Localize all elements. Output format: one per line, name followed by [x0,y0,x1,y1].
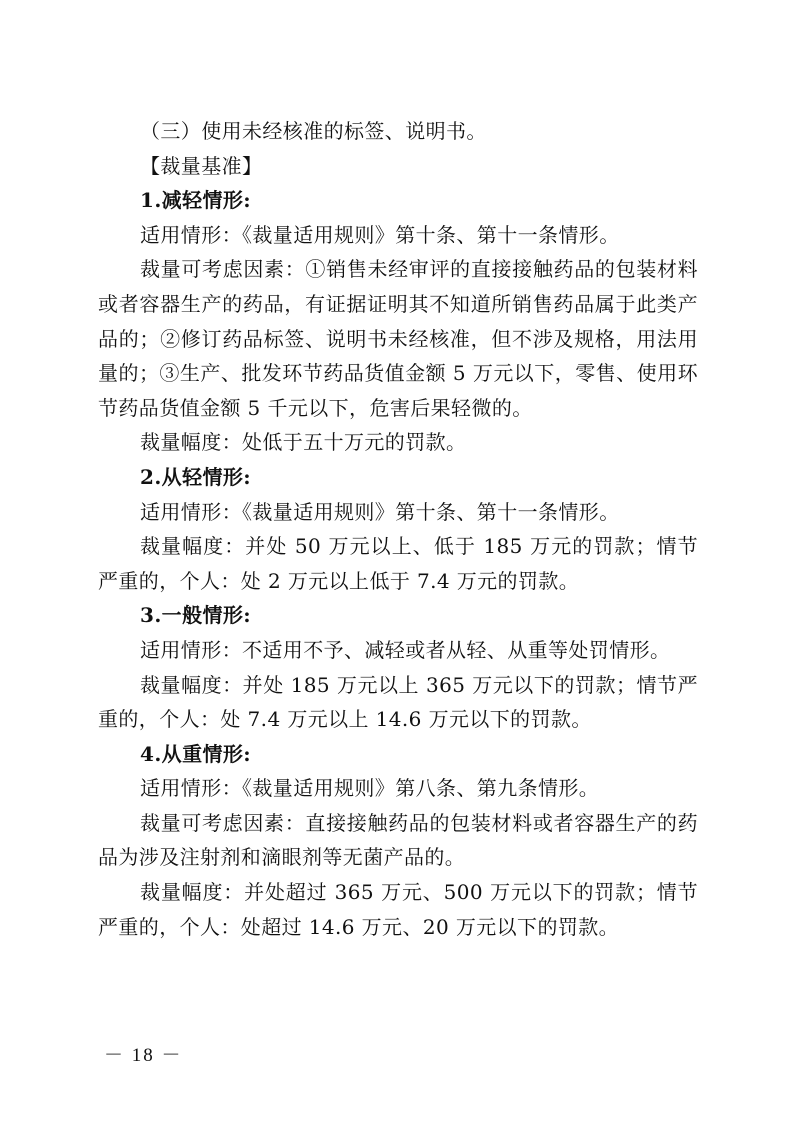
paragraph-penalty-range: 裁量幅度：处低于五十万元的罚款。 [140,430,467,455]
paragraph-applicable-circumstances: 适用情形：《裁量适用规则》第八条、第九条情形。 [140,776,600,801]
paragraph-applicable-circumstances: 适用情形：《裁量适用规则》第十条、第十一条情形。 [140,222,620,247]
heading-mitigated-circumstances: 1.减轻情形: [140,188,252,213]
item-three-text: （三）使用未经核准的标签、说明书。 [140,119,487,143]
paragraph-penalty-range: 裁量幅度：并处 185 万元以上 365 万元以下的罚款；情节严重的，个人：处 7.4 万元以上 14.6 万元以下的罚款。 [98,672,698,732]
heading-heavier-circumstances: 4.从重情形: [140,741,252,766]
document-body [98,114,698,944]
paragraph-considerations: 裁量可考虑因素：①销售未经审评的直接接触药品的包装材料或者容器生产的药品，有证据证明其不知道所销售药品属于此类产品的；②修订药品标签、说明书未经核准，但不涉及规格，用法用量的；③生产、批发环节药品货值金额 5 万元以下，零售、使用环节药品货值金额 5 千元以下，危害后果轻微的。 [98,257,698,420]
paragraph-penalty-range: 裁量幅度：并处 50 万元以上、低于 185 万元的罚款；情节严重的，个人：处 2 万元以上低于 7.4 万元的罚款。 [98,534,698,593]
paragraph-considerations: 裁量可考虑因素：直接接触药品的包装材料或者容器生产的药品为涉及注射剂和滴眼剂等无菌产品的。 [98,810,698,870]
paragraph-penalty-range: 裁量幅度：并处超过 365 万元、500 万元以下的罚款；情节严重的，个人：处超过 14.6 万元、20 万元以下的罚款。 [98,880,698,939]
heading-lighter-circumstances: 2.从轻情形: [140,464,252,489]
section-heading-discretion-standard: 【裁量基准】 [140,153,263,178]
paragraph-applicable-circumstances: 适用情形：不适用不予、减轻或者从轻、从重等处罚情形。 [140,637,671,662]
page-number: － 18 － [104,1045,183,1066]
heading-general-circumstances: 3.一般情形: [140,603,252,628]
paragraph-applicable-circumstances: 适用情形：《裁量适用规则》第十条、第十一条情形。 [140,499,620,524]
